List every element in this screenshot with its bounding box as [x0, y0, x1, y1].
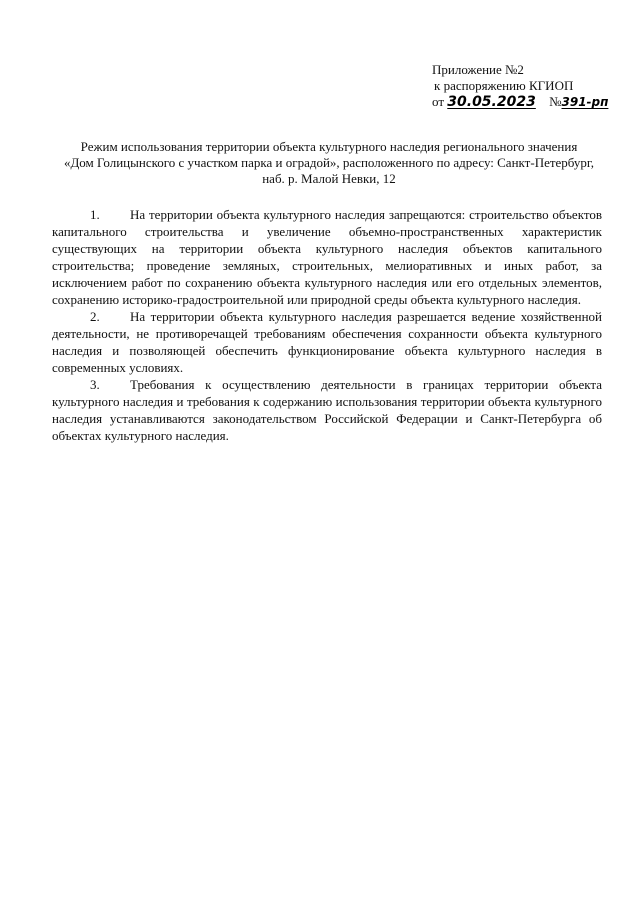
document-title: [56, 139, 602, 187]
paragraph-2: [52, 308, 602, 376]
handwritten-date: 30.05.2023: [447, 94, 536, 110]
appendix-date-number-line: [432, 94, 622, 110]
document-body: [52, 206, 602, 444]
appendix-order-reference: к распоряжению КГИОП: [434, 78, 574, 93]
paragraph-3-number: 3.: [90, 377, 100, 392]
paragraph-3-text: Требования к осуществлению деятельности в границах территории объекта культурного наследия и требования к содержанию использования территории объекта культурного наследия устанавливаются законодательством Российской Федерации и Санкт-Петербурга об объектах культурного наследия.: [52, 377, 602, 443]
title-line-2: «Дом Голицынского с участком парка и оградой», расположенного по адресу: Санкт-Петербург,: [63, 155, 595, 170]
paragraph-2-text: На территории объекта культурного наследия разрешается ведение хозяйственной деятельности, не противоречащей требованиям обеспечения сохранности объекта культурного наследия и позволяющей обеспечить функционирование объекта культурного наследия в современных условиях.: [52, 309, 602, 375]
paragraph-2-number: 2.: [90, 309, 100, 324]
paragraph-1-text: На территории объекта культурного наследия запрещаются: строительство объектов капитального строительства и увеличение объемно-пространственных характеристик существующих на территории объекта культурного наследия объектов капитального строительства; проведение земляных, строительных, мелиоративных и иных работ, за исключением работ по сохранению объекта культурного наследия или его отдельных элементов, сохранению историко-градостроительной или природной среды объекта культурного наследия.: [52, 207, 602, 307]
appendix-header: [432, 62, 622, 110]
paragraph-3: [52, 376, 602, 444]
paragraph-1: [52, 206, 602, 308]
number-prefix: №: [549, 94, 562, 109]
appendix-title: Приложение №2: [432, 62, 524, 77]
paragraph-1-number: 1.: [90, 207, 100, 222]
date-prefix: от: [432, 94, 445, 109]
handwritten-order-number: 391-рп: [561, 95, 609, 109]
title-line-3: наб. р. Малой Невки, 12: [262, 171, 396, 186]
title-line-1: Режим использования территории объекта культурного наследия регионального значения: [80, 139, 578, 154]
